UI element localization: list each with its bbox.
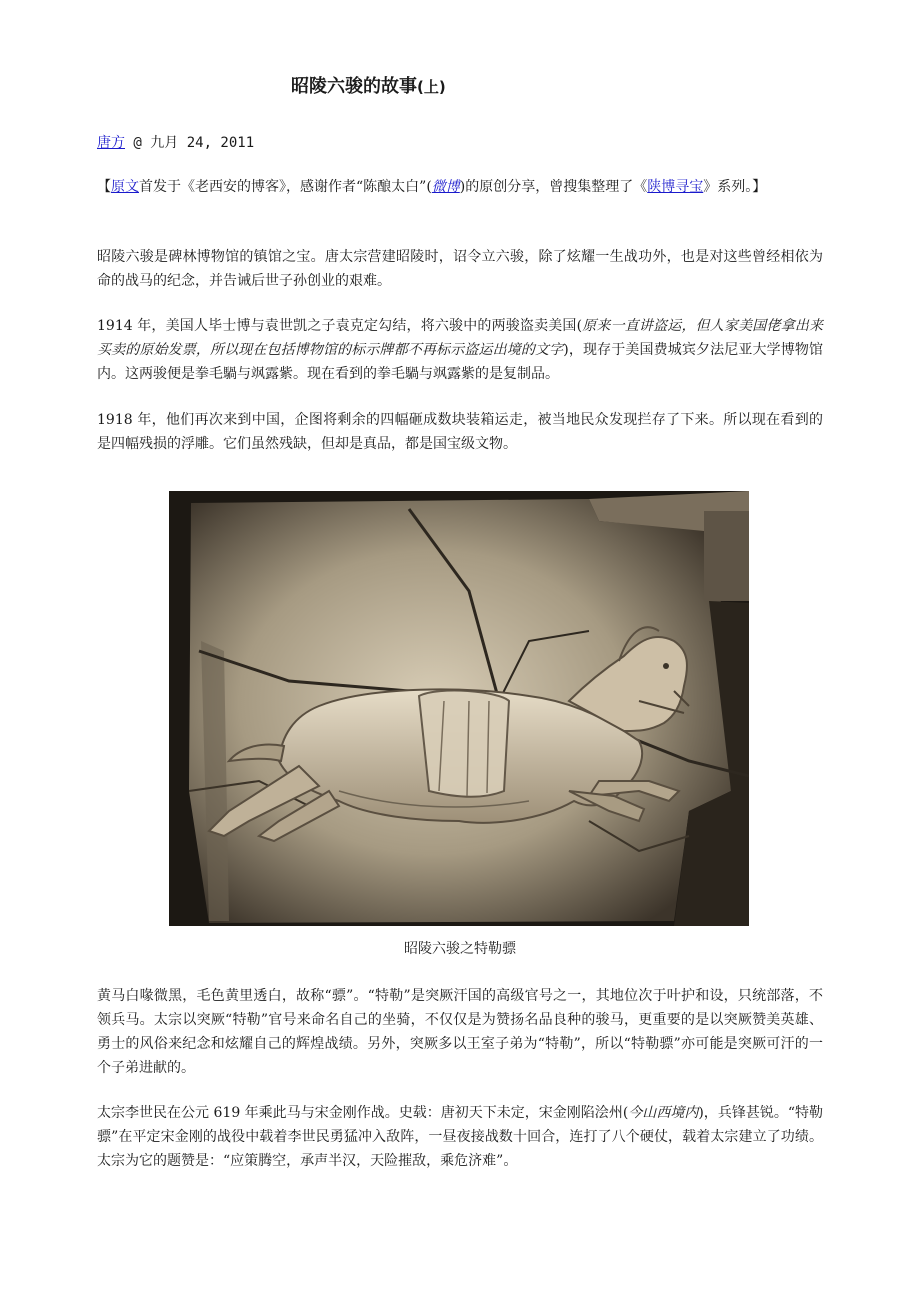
paragraph-2-text-2: )，现存于美国费城宾夕法尼亚大学博物馆内。这两骏便是拳毛騧与飒露紫。现在看到的拳毛騧与飒露紫的是复制品。 — [97, 342, 824, 382]
weibo-link-label: 微博 — [431, 179, 460, 195]
series-link[interactable]: 陕博寻宝 — [647, 179, 704, 195]
paragraph-2-note: 原来一直讲盗运，但人家美国佬拿出来买卖的原始发票，所以现在包括博物馆的标示牌都不再标示盗运出境的文字 — [97, 318, 823, 358]
paragraph-5 — [97, 1101, 823, 1173]
title-suffix: (上) — [417, 78, 446, 96]
paragraph-2-text-1: 1914 年，美国人毕士博与袁世凯之子袁克定勾结，将六骏中的两骏盗卖美国( — [97, 318, 583, 334]
intro-paragraph — [97, 175, 823, 199]
author-link[interactable]: 唐方 — [97, 135, 125, 151]
intro-open-bracket: 【 — [97, 179, 111, 195]
paragraph-2 — [97, 314, 823, 386]
paragraph-5-text-2: )，兵锋甚锐。“特勒骠”在平定宋金刚的战役中载着李世民勇猛冲入敌阵，一昼夜接战数十回合，连打了八个硬仗，载着太宗建立了功绩。太宗为它的题赞是：“应策腾空，承声半汉，天险摧敌，乘危济难”。 — [97, 1105, 824, 1169]
horse-relief-image — [169, 491, 749, 926]
intro-text-1: 首发于《老西安的博客》，感谢作者“陈酿太白”( — [139, 179, 432, 195]
title-text: 昭陵六骏的故事 — [291, 76, 417, 97]
byline — [97, 132, 254, 152]
page-title — [291, 72, 591, 98]
paragraph-3: 1918 年，他们再次来到中国，企图将剩余的四幅砸成数块装箱运走，被当地民众发现拦存了下来。所以现在看到的是四幅残损的浮雕。它们虽然残缺，但却是真品，都是国宝级文物。 — [97, 412, 823, 452]
paragraph-5-note: 今山西境内 — [628, 1105, 699, 1121]
post-date: @ 九月 24, 2011 — [125, 135, 255, 151]
paragraph-4: 黄马白喙微黑，毛色黄里透白，故称“骠”。“特勒”是突厥汗国的高级官号之一，其地位次于叶护和设，只统部落，不领兵马。太宗以突厥“特勒”官号来命名自己的坐骑，不仅仅是为赞扬名品良种的骏马，更重要的是以突厥赞美英雄、勇士的风俗来纪念和炫耀自己的辉煌战绩。另外，突厥多以王室子弟为“特勒”，所以“特勒骠”亦可能是突厥可汗的一个子弟进献的。 — [97, 988, 823, 1076]
relief-photo — [169, 491, 749, 926]
intro-text-3: 》系列。】 — [703, 179, 767, 195]
weibo-link[interactable] — [432, 179, 460, 195]
intro-text-2: )的原创分享，曾搜集整理了《 — [459, 179, 648, 195]
paragraph-5-text-1: 太宗李世民在公元 619 年乘此马与宋金刚作战。史载：唐初天下未定，宋金刚陷浍州( — [97, 1105, 629, 1121]
paragraph-1: 昭陵六骏是碑林博物馆的镇馆之宝。唐太宗营建昭陵时，诏令立六骏，除了炫耀一生战功外，也是对这些曾经相依为命的战马的纪念，并告诫后世子孙创业的艰难。 — [97, 249, 823, 289]
figure-caption: 昭陵六骏之特勒骠 — [404, 941, 516, 957]
source-link[interactable]: 原文 — [111, 179, 139, 195]
